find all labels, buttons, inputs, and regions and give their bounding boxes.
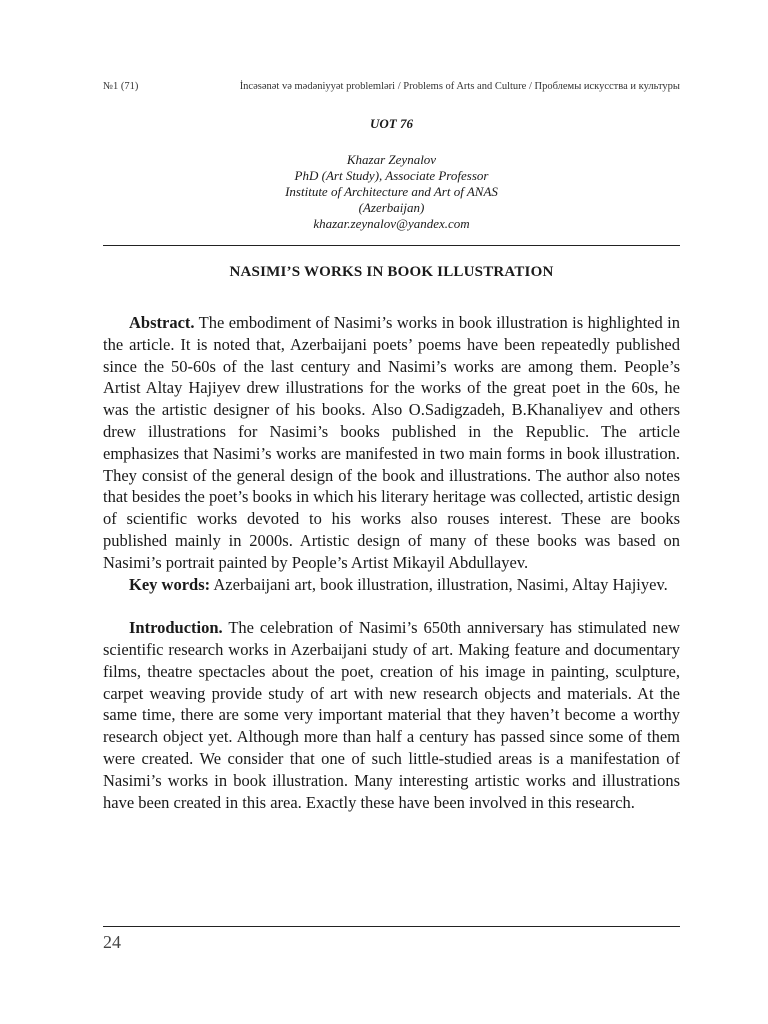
article-body — [103, 312, 680, 813]
introduction-paragraph — [103, 617, 680, 813]
author-country: (Azerbaijan) — [358, 200, 425, 215]
keywords-paragraph — [103, 574, 680, 596]
abstract-label: Abstract. — [129, 313, 195, 332]
page-number: 24 — [103, 932, 121, 952]
abstract-paragraph — [103, 312, 680, 574]
top-divider — [103, 245, 680, 246]
author-name: Khazar Zeynalov — [346, 152, 437, 167]
keywords-text: Azerbaijani art, book illustration, illustration, Nasimi, Altay Hajiyev. — [210, 574, 668, 594]
bottom-divider — [103, 926, 680, 927]
article-meta — [103, 116, 680, 232]
author-email[interactable]: khazar.zeynalov@yandex.com — [313, 216, 470, 231]
author-degree: PhD (Art Study), Associate Professor — [294, 168, 489, 183]
article-title: NASIMI’S WORKS IN BOOK ILLUSTRATION — [229, 264, 554, 280]
introduction-text: The celebration of Nasimi’s 650th anniversary has stimulated new scientific research works in Azerbaijani study of art. Making feature and documentary films, theatre spectacles about the poet, creation of his image in painting, sculpture, carpet weaving provide study of art with new research objects and materials. At the same time, there are some very important material that they haven’t become a worthy research object yet. Although more than half a century has passed since some of them were created. We consider that one of such little-studied areas is a manifestation of Nasimi’s works in book illustration. Many interesting artistic works and illustrations have been created in this area. Exactly these have been involved in this research. — [103, 618, 680, 812]
abstract-text: The embodiment of Nasimi’s works in book illustration is highlighted in the article. It is noted that, Azerbaijani poets’ poems have been repeatedly published since the 50-60s of the last century and Nasimi’s works are among them. People’s Artist Altay Hajiyev drew illustrations for the works of the great poet in the 60s, he was the artistic designer of his books. Also O.Sadigzadeh, B.Khanaliyev and others drew illustrations for Nasimi’s books published in the Republic. The article emphasizes that Nasimi’s works are manifested in two main forms in book illustration. They consist of the general design of the book and illustrations. The author also notes that besides the poet’s books in which his literary heritage was collected, artistic design of scientific works devoted to his works also rouses interest. These are books published mainly in 2000s. Artistic design of many of these books was based on Nasimi’s portrait painted by People’s Artist Mikayil Abdullayev. — [103, 313, 680, 572]
author-institution: Institute of Architecture and Art of ANAS — [285, 184, 498, 199]
keywords-label: Key words: — [129, 574, 211, 594]
journal-title: İncəsənət və mədəniyyət problemləri / Problems of Arts and Culture / Проблемы искусства и культуры — [239, 81, 680, 92]
issue-number: №1 (71) — [103, 81, 139, 92]
udc-code: UOT 76 — [370, 116, 413, 131]
introduction-label: Introduction. — [129, 618, 223, 638]
